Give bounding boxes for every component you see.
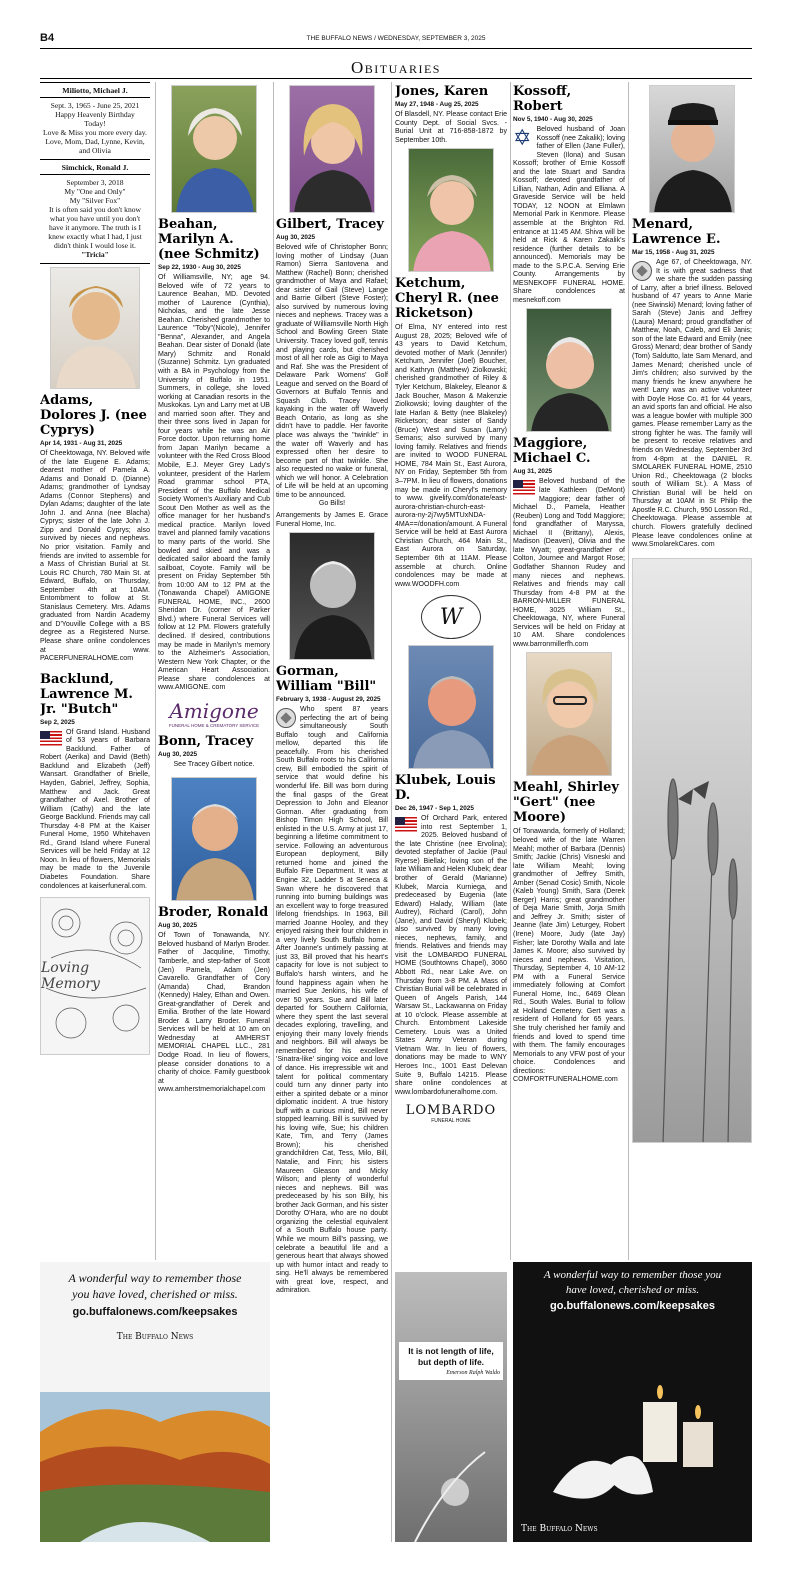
- logo-text: W: [421, 595, 481, 639]
- portrait-photo-icon: [527, 653, 612, 776]
- quote-text: It is not length of life, but depth of life.: [408, 1346, 494, 1367]
- logo-subtext: FUNERAL HOME & CREMATORY SERVICE: [168, 722, 260, 728]
- obit-dates: Mar 15, 1958 - Aug 31, 2025: [632, 249, 715, 256]
- obit-name: Beahan, Marilyn A. (nee Schmitz): [158, 217, 260, 262]
- fire-department-emblem-icon: [632, 261, 652, 281]
- obit-name: Backlund, Lawrence M. Jr. "Butch": [40, 671, 133, 717]
- ad-text: A wonderful way to remember those you have loved, cherished or miss.: [68, 1271, 242, 1301]
- memoriam-name: Simchick, Ronald J.: [40, 163, 150, 175]
- obit-text: See Tracey Gilbert notice.: [173, 760, 255, 768]
- portrait-broder: [171, 777, 257, 901]
- obit-text: Of Williamsville, NY; age 94. Beloved wife of 72 years to Laurence Beahan, MD. Devoted mother of Laurence (Cynthia), Nicholas, and the late Jesse Beahan. Cherished grandmother to Laurence "Toby"(Nicole), Jennifer "Benna", Alexander, and Angela Beahan. Dear sister of Donald (late Mary) Schmitz and Ronald (Suzanne) Schmitz. Lyn graduated with a BA in Psychology from the University of Buffalo in 1951. Summers, in college, she loved working at Canadian resorts in the Muskokas. Lyn and Larry met at UB and married soon after. They and their three sons lived in Japan for four years while he was an Air Force doctor. Upon returning home from Japan Marilyn became a volunteer with the Red Cross Blood Mobile, E.J. Meyer Grey Lady's volunteer, president of the Harlem Road grammar school PTA, President of the Buffalo Medical Society Women's Auxiliary and Cub Scout Den Mother as well as the office manager for her husband's medical practice. Marilyn loved travel and planned family vacations to many parts of the world. She bowled and skied and was a dedicated sailor aboard the family sailboat, Coyote. Family will be present on Friday September 5th from 10:00 AM to 12 PM at the (Tonawanda Chapel) AMIGONE FUNERAL HOME, INC., 2600 Sheridan Dr. (corner of Parker Blvd.) where Funeral Services will follow at 12 PM. Flowers gratefully declined. If desired, contributions may be made in Marilyn's memory to the Alzheimer's Association, Western New York Chapter, or the American Heart Association. Please share condolences at www.AMIGONE. com: [158, 274, 270, 692]
- portrait-photo-icon: [51, 268, 140, 389]
- memoriam-line: Love & Miss you more every day.: [43, 128, 147, 137]
- keepsakes-ad-right[interactable]: [513, 1262, 752, 1542]
- column-divider: [155, 82, 156, 1260]
- obit-text-block: [276, 706, 388, 1296]
- obit-name: Menard, Lawrence E.: [632, 217, 721, 247]
- american-flag-icon: [513, 480, 535, 495]
- portrait-adams: [50, 267, 140, 389]
- ad-text: A wonderful way to remember those you have loved, cherished or miss.: [543, 1269, 722, 1296]
- memoriam-line: September 3, 2018: [66, 178, 124, 187]
- obit-closing: Go Bills!: [318, 500, 346, 508]
- lombardo-logo: [395, 1103, 507, 1124]
- obit-text-block: [513, 478, 625, 649]
- obit-dates: Aug 30, 2025: [158, 750, 198, 758]
- memoriam-line: It is often said you don't know: [48, 205, 142, 214]
- portrait-photo-icon: [650, 86, 735, 213]
- column-1: [40, 82, 150, 1258]
- obit-name: Broder, Ronald: [158, 905, 269, 921]
- obit-name: Jones, Karen: [395, 84, 489, 99]
- obit-dates: May 27, 1948 - Aug 25, 2025: [395, 101, 479, 108]
- obit-name: Adams, Dolores J. (nee Cyprys): [40, 393, 147, 438]
- memoriam-line: and Olivia: [79, 146, 111, 155]
- obit-name: Gorman, William "Bill": [276, 664, 377, 695]
- obit-text-block: [395, 815, 507, 1097]
- obit-dates: Sep 2, 2025: [40, 718, 75, 726]
- obit-text: Of Orchard Park, entered into rest September 1, 2025. Beloved husband of the late Christine (nee Ervolina); devoted stepfather of Jackie (Paul Ryerse) Biellak; loving son of the late William and Helen Klubek; dear brother of Gerald (Marianne) Klubek, Marcia Kurniega, and predeceased by Eugenia (late Edward) Halady, William (late Audrey), Richard (Carol), John (Jane), and David (Sheryl) Klubek; also survived by many loving nieces, nephews, family, and friends. Relatives and friends may visit the LOMBARDO FUNERAL HOME (Southtowns Chapel), 3060 Abbott Rd., near Lake Ave. on Thursday from 3-8 PM. A Mass of Christian Burial will be celebrated in Queen of Angels Parish, 144 Warsaw St., Lackawanna on Friday at 10 o'clock. Please assemble at Church. Entombment Lakeside Cemetery. Louis was a United States Army Veteran during Vietnam War. In lieu of flowers, donations may be made to WNY Heroes Inc., 1001 East Delevan Suite 9, Buffalo 14215. Please share online condolences at www.lombardofuneralhome.com.: [395, 815, 507, 1096]
- page-number: B4: [40, 32, 55, 44]
- quote-ad: [395, 1272, 507, 1542]
- obit-text: Of Tonawanda, formerly of Holland; beloved wife of the late Warren Meahl; mother of Barbara (Dennis) Smith; Jackie (Chris) Visneski and late William Meahl; loving grandmother of Jeffrey Smith, Amber (Senad Cosic) Smith, Nicole (Kaleb Young) Smith, Sara (Derek Berger) Harris; great grandmother of Deja Marie Smith, Jorja Smith and Jeffrey Jr. Smith; sister of Jeanne (late Jim) Leturgey, Robert (Irene) Moore, Judy (late Jay) Fisher; late Dorothy Walla and late James K. Moore; also survived by nieces and nephews. Visitation, Thursday, September 4, 10 AM-12 PM with a Funeral Service immediately following at Comfort Funeral Home, Inc., 6469 Olean Rd., South Wales. Burial to follow at Holland Cemetery. Gert was a resident of Holland for 65 years. She truly cherished her family and friends and loved to spend time with them. The family encourages Memorials to any VFW post of your choice. Condolences and directions: COMFORTFUNERALHOME.com: [513, 828, 625, 1084]
- memorial-card-image: [40, 897, 150, 1055]
- memoriam-line: have it anymore. The truth is I: [48, 223, 141, 232]
- memoriam-line: what you have until you don't: [49, 214, 141, 223]
- portrait-meahl: [526, 652, 612, 776]
- obit-name: Maggiore, Michael C.: [513, 436, 591, 467]
- autumn-landscape-image: [40, 1392, 270, 1542]
- column-divider: [391, 82, 392, 1542]
- obit-dates: February 3, 1938 - August 29, 2025: [276, 696, 381, 704]
- logo-subtext: FUNERAL HOME: [431, 1118, 471, 1125]
- flower-image: [395, 1432, 507, 1542]
- portrait-photo-icon: [290, 86, 375, 213]
- obit-dates: Aug 31, 2025: [513, 468, 553, 476]
- memoriam-line: "Tricia": [81, 250, 109, 259]
- candles-lily-image: [513, 1322, 752, 1522]
- star-of-david-icon: ✡: [513, 126, 532, 151]
- memoriam-simchick: [40, 159, 150, 263]
- column-5: [513, 82, 625, 1258]
- obit-name: Meahl, Shirley "Gert" (nee Moore): [513, 780, 619, 826]
- portrait-gilbert: [289, 85, 375, 213]
- portrait-photo-icon: [172, 778, 257, 901]
- memoriam-name: Miliotto, Michael J.: [40, 86, 150, 98]
- column-6: [632, 82, 752, 1258]
- ad-link[interactable]: go.buffalonews.com/keepsakes: [72, 1306, 238, 1318]
- memoriam-line: Sept. 3, 1965 - June 25, 2021: [50, 101, 140, 110]
- obit-dates: Aug 30, 2025: [276, 234, 316, 241]
- section-rule: [40, 78, 752, 79]
- logo-text: Amigone: [169, 698, 259, 723]
- army-emblem-icon: [276, 708, 296, 728]
- memoriam-line: Happy Heavenly Birthday: [55, 110, 135, 119]
- portrait-photo-icon: [409, 149, 494, 272]
- obit-text: Of Cheektowaga, NY. Beloved wife of the late Eugene E. Adams; dearest mother of Pamela A. Adams and Donald D. (Dianne) Adams; grandmother of Lyndsay Adams (Connor Stephens) and Dylan Adams; daughter of the late John J. and Anna (nee Blacha) Cyprys; sister of the late John J. Zipp and Donald Cyprys; also survived by nieces and nephews. No prior visitation. Family and friends are invited to assemble for a Mass of Christian Burial at St. Louis RC Church, 780 Main St. at Edward, Buffalo, on Thursday, September 4th at 10AM. Entombment to follow at St. Stanislaus Cemetery. Mrs. Adams graduated from Nardin Academy and D'Youville College with a BS degree as a Registered Nurse. Please share online condolences at www. PACERFUNERALHOME.com: [40, 450, 150, 663]
- obit-text: Of Elma, NY entered into rest August 28, 2025; Beloved wife of 43 years to David Ketchum, devoted mother of Mark (Jennifer) Ketchum, Jennifer (Joel) Boucher, and Kathryn (Matthew) Ziolkowski; cherished grandmother of Riley & Tyler Ketchum, Blakeley, Eleanor & Jack Boucher, Mason & Makenzie Ziolkowski; loving daughter of the late Harlan & Betty (nee Blakeley) Ricketson; dear sister of Sandy (Bruce) West and Susan (Larry) Semans; also survived by many loving family. Relatives and friends are invited to WOOD FUNERAL HOME, 784 Main St., East Aurora, NY on Friday, September 5th from 3–7PM. In lieu of flowers, donations may be made in Cheryl's memory to www. givelify.com/donate/east-aurora-christian-church-east-aurora-ny-2j7wy5MTUxNDA-4MA==/donation/amount. A Funeral Service will be held at East Aurora Christian Church, 464 Main St., East Aurora on Saturday, September 6th at 11AM. Please assemble at church. Online condolences may be made at www.WOODFH.com: [395, 324, 507, 588]
- portrait-maggiore: [526, 308, 612, 432]
- portrait-menard: [649, 85, 735, 213]
- obit-text: Age 67, of Cheektowaga, NY. It is with great sadness that we share the sudden passing of Larry, after a brief illness. Beloved husband of 47 years to Anne Marie (nee Siwinski) Menard; loving father of Sarah (Steve) Janis and Jeffrey (Laura) Menard; proud grandfather of Matthew, Noah, Caleb, and Eli Janis; son of the late Edward and Emily (nee Gross) Menard; dear brother of Sandy (Tom) Saldutto, late Sam Menard, and James Menard; cherished uncle of Jim's children; also survived by the many friends he knew anywhere he went! Larry was an active volunteer with Doyle Hose Co. #1 for 44 years, an avid sports fan and official. He also was a league bowler with multiple 300 games. Please remember Larry as the strong fighter he was. The family will be present to receive relatives and friends on Wednesday, September 3rd from 4-8pm at the DANIEL R. SMOLAREK FUNERAL HOME, 2510 Union Rd., Cheektowaga (2 blocks south of William St.). A Mass of Christian Burial will be held on Thursday at 10AM in St Philip the Apostle R.C. Church, 950 Losson Rd., Cheektowaga. Please assemble at church. Flowers gratefully declined Please leave condolences online at www.SmolarekCares. com: [632, 259, 752, 549]
- memoriam-line: knew exactly what I had, I just: [48, 232, 142, 241]
- portrait-beahan: [171, 85, 257, 213]
- obit-text: Beloved wife of Christopher Bonn; loving mother of Lindsay (Juan Ramon) Sierra Santovena and Matthew (Rachel) Bonn; cherished grandmother of Maya and Rafael; dear sister of Gail (Steve) Lange and Barrie Gilbert (Steve Foster); also survived by numerous loving nieces and nephews. Tracey was a graduate of Williamsville North High School and Bowling Green State University. Tracey loved golf, tennis and playing cards, but cherished most of all her role as Gigi to Maya and Raf. She was the President of Delaware Park Womens' Golf League and served on the Board of Governors at Buffalo Tennis and Squash Club. Tracey loved kayaking in the water off Waverly Beach Ontario, as long as she didn't have to paddle. Her favorite place was always the "twinkle" in the water off Waverly and has expressed often her desire to become part of that twinkle. She also requested no wake or funeral, which we will honor. A Celebration of Life will be held at an upcoming time to be announced.: [276, 244, 388, 499]
- obit-dates: Apr 14, 1931 - Aug 31, 2025: [40, 440, 123, 447]
- memoriam-line: My "One and Only": [64, 187, 126, 196]
- obit-text-block: [40, 729, 150, 891]
- memoriam-line: My "Silver Fox": [69, 196, 121, 205]
- obit-arrangements: Arrangements by James E. Grace Funeral Home, Inc.: [276, 511, 388, 528]
- obit-text: Of Town of Tonawanda, NY. Beloved husband of Marlyn Broder. Father of Jacquline, Timothy, Tamberle, and step-father of Scott (Jen) Pamela, Adam (Jen) Cavarello. Grandfather of Cory (Amanda) Chad, Brandon (Kennedy) Haley, Ethan and Owen. Great-grandfather of Derek and Emilia. Brother of the late Howard Broder & Larry Broder. Funeral Services will be held at 10 am on Wednesday at AMHERST MEMORIAL CHAPEL LLC., 281 Dodge Road. In lieu of flowers, please consider donations to a charity of choice. Family guestbook at www.amherstmemorialchapel.com: [158, 932, 270, 1094]
- section-title: Obituaries: [351, 58, 441, 77]
- column-3: [276, 82, 388, 1542]
- column-divider: [510, 82, 511, 1260]
- header-rule: [40, 48, 752, 49]
- brand-logo: The Buffalo News: [116, 1332, 194, 1342]
- obit-name: Gilbert, Tracey: [276, 217, 384, 232]
- american-flag-icon: [395, 817, 417, 832]
- portrait-klubek: [408, 645, 494, 769]
- obit-dates: Sep 22, 1930 - Aug 30, 2025: [158, 264, 241, 271]
- obit-text: Of Grand Island. Husband of 53 years of Barbara Backlund. Father of Robert (Aerika) and David (Beth) Backlund and Elizabeth (Jeff) Wansart. Grandfather of Brielle, Hayden, Gabriel, Jeffrey, Sophia, Matthew and Jack. Great grandfather of Axel. Brother of William (Cathy) and the late George Backlund. Friends may call Thursday 4-8 PM at the Kaiser Funeral Home, 1950 Whitehaven Rd., Grand Island where Funeral Services will be held Friday at 12 Noon. In lieu of flowers, Memorials may be made to the Juvenile Diabetes Foundation. Share condolences at kaiserfuneral.com.: [40, 728, 150, 890]
- memoriam-line: Today!: [84, 119, 106, 128]
- amigone-logo: [158, 699, 270, 728]
- obit-text-block: [632, 259, 752, 550]
- column-4: [395, 82, 507, 1258]
- obit-dates: Dec 26, 1947 - Sep 1, 2025: [395, 805, 474, 813]
- portrait-photo-icon: [409, 646, 494, 769]
- memoriam-line: Love, Mom, Dad, Lynne, Kevin,: [45, 137, 145, 146]
- page-header: [40, 32, 752, 46]
- column-2: [158, 82, 270, 1258]
- dateline: THE BUFFALO NEWS / WEDNESDAY, SEPTEMBER 3, 2025: [306, 35, 486, 42]
- obit-text-block: [513, 126, 625, 305]
- column-divider: [628, 82, 629, 1260]
- obit-dates: Aug 30, 2025: [158, 922, 198, 930]
- lavender-butterfly-image: [632, 558, 752, 1143]
- memoriam-miliotto: [40, 82, 150, 159]
- obit-name: Ketchum, Cheryl R. (nee Ricketson): [395, 276, 499, 322]
- portrait-photo-icon: [527, 309, 612, 432]
- lavender-illustration-icon: [633, 559, 752, 1143]
- portrait-ketchum: [408, 148, 494, 272]
- logo-text: LOMBARDO: [405, 1103, 497, 1119]
- american-flag-icon: [40, 731, 62, 746]
- obit-name: Klubek, Louis D.: [395, 773, 496, 804]
- quote-author: Emerson Ralph Waldo: [446, 1370, 500, 1376]
- obit-dates: Nov 5, 1940 - Aug 30, 2025: [513, 116, 593, 123]
- obit-text: Beloved husband of the late Kathleen (DeMont) Maggiore; dear father of Michael D., Pamela, Heather (Reuben) Long and Todd Maggiore; fond grandfather of Maryssa, Michael II (Brittany), Alexis, Madison (Deaven), Olivia and the late Wyatt; great-grandfather of Colton, Journee and Margot Rose; Godfather Shannon Rudey and many nieces and nephews. Relatives and friends may call Thursday from 4-8 PM at the BARRON-MILLER FUNERAL HOME, 3025 William St., Cheektowaga, NY, where Funeral Services will be held on Friday at 10 AM. Share condolences www.barronmillerfh.com: [513, 478, 625, 648]
- portrait-photo-icon: [290, 533, 375, 660]
- obit-text: Beloved husband of Joan Kossoff (nee Zakalik); loving father of Ellen (Jane Fuller), Steven (Ilona) and Susan Kossoff; brother of Ernie Kossoff and the late Stuart and Sandra Kossoff; devoted grandfather of Lillian, Nathan, Adin and Elliana. A Graveside Service will be held TODAY, 12 NOON at Elmlawn Memorial Park in Kenmore. Please assemble at the Brighton Rd. entrance at 11:45 AM. Shiva will be held at Rick & Karen Zakalik's residence (further details to be announced). Memorials may be made to the S.P.C.A. Serving Erie County. Arrangements by MESNEKOFF FUNERAL HOME. Share condolences at mesnekoff.com: [513, 126, 625, 304]
- obit-name: Kossoff, Robert: [513, 84, 572, 114]
- obit-text: Of Blasdell, NY. Please contact Erie County Dept. of Social Svcs. - Burial Unit at 716-858-1872 by September 10th.: [395, 111, 507, 144]
- card-text: Loving Memory: [41, 960, 100, 993]
- obit-name: Bonn, Tracey: [158, 733, 254, 749]
- portrait-gorman: [289, 532, 375, 660]
- keepsakes-ad-left[interactable]: [40, 1262, 270, 1542]
- ad-link[interactable]: go.buffalonews.com/keepsakes: [549, 1300, 716, 1312]
- portrait-photo-icon: [172, 86, 257, 213]
- brand-logo: The Buffalo News: [521, 1524, 598, 1534]
- wood-funeral-home-logo: [395, 595, 507, 639]
- memoriam-line: didn't think I would lose it.: [54, 241, 136, 250]
- column-divider: [273, 82, 274, 1260]
- obit-text: Who spent 87 years perfecting the art of being simultaneously South Buffalo tough and California mellow, departed this life peacefully. From his cherished South Buffalo roots to his California crew, Bill embodied the spirit of service that would define his wonderful life. Bill was born during the final gasps of the Great Depression to John and Eleanor Gorman. After graduating from Bishop Timon High School, Bill enlisted in the U.S. Army at just 17, beginning a lifetime commitment to service. Following an adventurous European deployment, Billy returned home and joined the Buffalo Fire Department. It was at Engine 32, Ladder 5 at Seneca & Swan where he discovered that running into burning buildings was an excellent way to forge treasured lifelong friendships. In 1963, Bill married Joanne Hooley, and they enjoyed raising their four children in a very lively South Buffalo home. After Joanne's untimely passing at just 33, Bill proved that his heart's capacity for love is not subject to Buffalo's harsh winters, and he found happiness again when he married Sue Jenkins, his wife of over 50 years. Sue and Bill later departed for Southern California, where they spent the last several decades exploring, travelling, and enjoying their many lovely friends and neighbors. Bill will always be remembered for his excellent 'Sinatra-like' singing voice and love of dance. His irrepressible wit and talent for political commentary could turn any dinner party into either a spirited debate or a minor diplomatic incident. A true history buff with a curious mind, Bill never stopped learning. Bill is survived by his loving wife, Sue; his children Kate, Tim, and Terry (James Brown); his cherished grandchildren Cat, Tess, Milo, Bill, Natalie, and Finn; his sisters Maureen Gleason and Micky Wilson; and plenty of wonderful nieces and nephews. Bill was predeceased by his son Billy, his brother Jack Gorman, and his sister Dorothy O'Hara, who are no doubt organizing the celestial equivalent of a South Buffalo house party. While we mourn Bill's passing, we celebrate a beautiful life and a generous heart that always showed up with humor intact and ready to sing. He'll always be remembered with great love, respect, and admiration.: [276, 706, 388, 1295]
